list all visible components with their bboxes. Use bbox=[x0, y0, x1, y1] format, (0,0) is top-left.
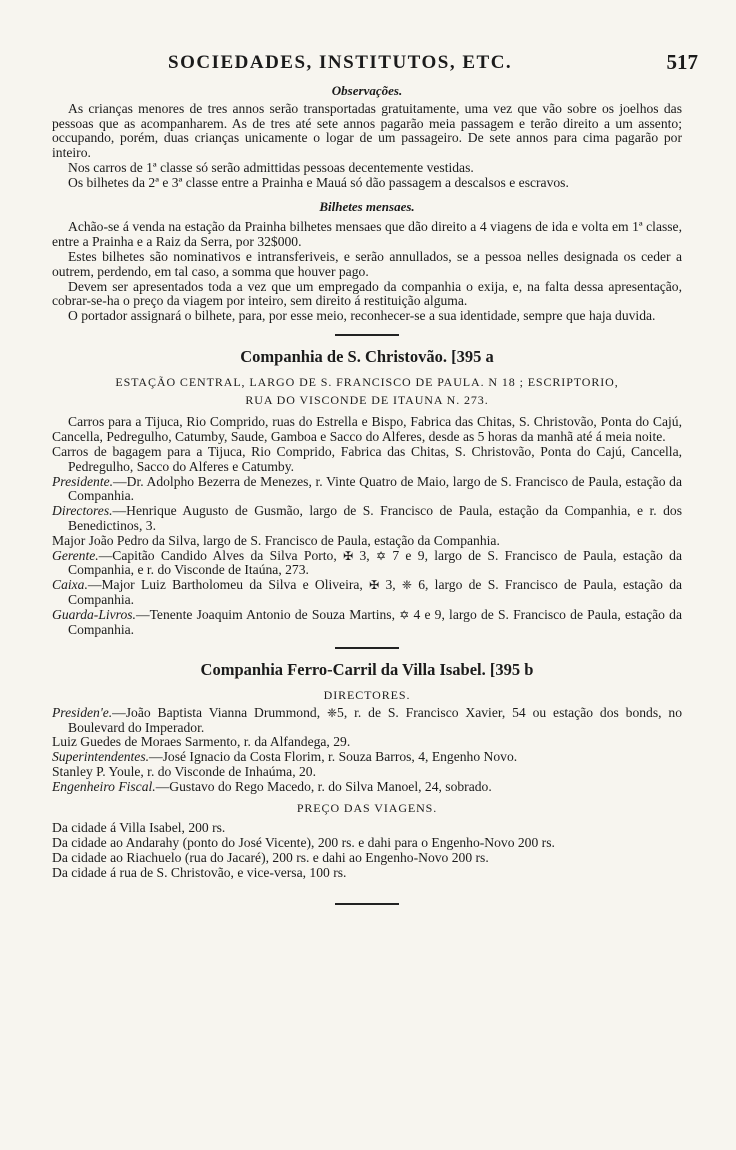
entry-text: 7 e 9, largo de S. Francisco de Paula, estação da Companhia, e r. do Visconde de Itaúna, 273. bbox=[68, 547, 682, 578]
entry-text: 3, bbox=[385, 577, 396, 593]
director-entry: Stanley P. Youle, r. do Visconde de Inhaúma, 20. bbox=[52, 764, 316, 780]
star-of-david-icon: ✡ bbox=[399, 607, 410, 622]
gerente-entry bbox=[52, 549, 682, 579]
entry-text: —Major Luiz Bartholomeu da Silva e Oliveira, bbox=[87, 577, 363, 593]
entry-text: —João Baptista Vianna Drummond, bbox=[112, 704, 321, 720]
role-label: Superintendentes. bbox=[52, 749, 150, 765]
company-sao-christovao-title: Companhia de S. Christovão. [395 a bbox=[240, 346, 494, 366]
page-header bbox=[0, 48, 736, 78]
carros-paragraph: Carros para a Tijuca, Rio Comprido, ruas do Estrella e Bispo, Fabrica das Chitas, S. Christovão, Ponta do Cajú, Cancella, Pedregulho, Catumby, Saude, Gamboa e Sacco do Alferes, desde as 5 horas da manhã até á meia noite. bbox=[52, 414, 682, 445]
entry-text: 4 e 9, largo de S. Francisco de Paula, estação da Companhia. bbox=[68, 606, 683, 637]
presidente-entry bbox=[52, 706, 682, 736]
major-entry: Major João Pedro da Silva, largo de S. Francisco de Paula, estação da Companhia. bbox=[52, 532, 500, 548]
company-villa-isabel-title: Companhia Ferro-Carril da Villa Isabel. [395 b bbox=[200, 660, 534, 680]
bilhetes-paragraph: Achão-se á venda na estação da Prainha bilhetes mensaes que dão direito a 4 viagens de ida e volta em 1ª classe, entre a Prainha e a Raiz da Serra, por 32$000. bbox=[52, 219, 682, 250]
observacoes-paragraph: Nos carros de 1ª classe só serão admittidas pessoas decentemente vestidas. bbox=[68, 159, 474, 175]
directores-entry bbox=[52, 504, 682, 534]
preco-item: Da cidade á rua de S. Christovão, e vice-versa, 100 rs. bbox=[52, 864, 347, 880]
superintendentes-entry bbox=[52, 750, 682, 765]
role-label: Presiden'e. bbox=[52, 704, 113, 720]
observacoes-paragraph: As crianças menores de tres annos serão transportadas gratuitamente, uma vez que vão sobre os joelhos das pessoas que as acompanharem. As de tres até sete annos pagarão meia passagem e terão direito a um assento; occupando, porém, duas crianças unicamente o logar de um passageiro. De sete annos para cima pagarão por inteiro. bbox=[52, 100, 682, 161]
entry-text: —Gustavo do Rego Macedo, r. do Silva Manoel, 24, sobrado. bbox=[155, 778, 492, 794]
cross-icon: ✠ bbox=[343, 548, 354, 563]
caixa-entry bbox=[52, 578, 682, 608]
observacoes-heading: Observações. bbox=[331, 83, 403, 98]
company-address-line: ESTAÇÃO CENTRAL, LARGO DE S. FRANCISCO DE PAULA. N 18 ; ESCRIPTORIO, bbox=[115, 374, 619, 389]
entry-text: 6, largo de S. Francisco de Paula, estação da Companhia. bbox=[68, 577, 683, 607]
observacoes-paragraph: Os bilhetes da 2ª e 3ª classe entre a Prainha e Mauá só dão passagem a descalsos e escravos. bbox=[68, 174, 569, 190]
entry-text: —José Ignacio da Costa Florim, r. Souza Barros, 4, Engenho Novo. bbox=[149, 749, 518, 765]
precos-heading: PREÇO DAS VIAGENS. bbox=[296, 800, 438, 815]
preco-item: Da cidade ao Riachuelo (rua do Jacaré), 200 rs. e dahi ao Engenho-Novo 200 rs. bbox=[52, 850, 489, 866]
engenheiro-entry bbox=[52, 780, 682, 795]
entry-text: 3, bbox=[359, 547, 370, 563]
role-label: Caixa. bbox=[52, 577, 88, 593]
ornament-icon: ❈ bbox=[326, 705, 338, 720]
role-label: Guarda-Livros. bbox=[52, 606, 136, 622]
section-divider bbox=[335, 334, 399, 336]
section-divider bbox=[335, 647, 399, 649]
entry-text: 5, r. de S. Francisco Xavier, 54 ou estação dos bonds, no Boulevard do Imperador. bbox=[68, 704, 682, 735]
running-head: SOCIEDADES, INSTITUTOS, ETC. bbox=[168, 52, 513, 73]
entry-text: —Dr. Adolpho Bezerra de Menezes, r. Vinte Quatro de Maio, largo de S. Francisco de Paula, estação da Companhia. bbox=[68, 473, 682, 504]
company-address-line: RUA DO VISCONDE DE ITAUNA N. 273. bbox=[245, 392, 489, 407]
bagagem-paragraph: Carros de bagagem para a Tijuca, Rio Comprido, Fabrica das Chitas, S. Christovão, Ponta do Cajú, Cancella, Pedregulho, Sacco do Alferes e Catumby. bbox=[52, 443, 682, 474]
entry-text: —Henrique Augusto de Gusmão, largo de S. Francisco de Paula, estação da Companhia, e r. dos Benedictinos, 3. bbox=[68, 503, 682, 533]
director-entry: Luiz Guedes de Moraes Sarmento, r. da Alfandega, 29. bbox=[52, 734, 351, 750]
role-label: Engenheiro Fiscal. bbox=[52, 778, 156, 794]
page-content bbox=[52, 82, 682, 919]
cross-icon: ✠ bbox=[369, 578, 380, 593]
bilhetes-paragraph: Estes bilhetes são nominativos e intransferiveis, e serão annullados, se a pessoa nelles designada os ceder a outrem, perdendo, em tal caso, a somma que houver pago. bbox=[52, 248, 682, 279]
directores-heading: DIRECTORES. bbox=[323, 688, 411, 703]
bilhetes-paragraph: Devem ser apresentados toda a vez que um empregado da companhia o exija, e, na falta dessa apresentação, cobrar-se-ha o preço da viagem por inteiro, sem direito á restituição alguma. bbox=[52, 278, 682, 309]
role-label: Presidente. bbox=[52, 473, 114, 489]
bilhetes-heading: Bilhetes mensaes. bbox=[319, 198, 415, 214]
star-of-david-icon: ✡ bbox=[375, 548, 387, 563]
page-number: 517 bbox=[666, 50, 698, 74]
role-label: Gerente. bbox=[52, 547, 99, 563]
presidente-entry bbox=[52, 475, 682, 505]
ornament-icon: ❈ bbox=[401, 578, 412, 593]
guarda-livros-entry bbox=[52, 608, 682, 638]
preco-item: Da cidade ao Andarahy (ponto do José Vicente), 200 rs. e dahi para o Engenho-Novo 200 rs. bbox=[52, 835, 555, 851]
bilhetes-paragraph: O portador assignará o bilhete, para, por esse meio, reconhecer-se a sua identidade, sempre que haja duvida. bbox=[68, 308, 656, 324]
entry-text: —Tenente Joaquim Antonio de Souza Martins, bbox=[135, 606, 395, 622]
preco-item: Da cidade á Villa Isabel, 200 rs. bbox=[52, 820, 226, 836]
role-label: Directores. bbox=[52, 503, 113, 519]
entry-text: —Capitão Candido Alves da Silva Porto, bbox=[98, 547, 337, 563]
section-divider bbox=[335, 903, 399, 905]
